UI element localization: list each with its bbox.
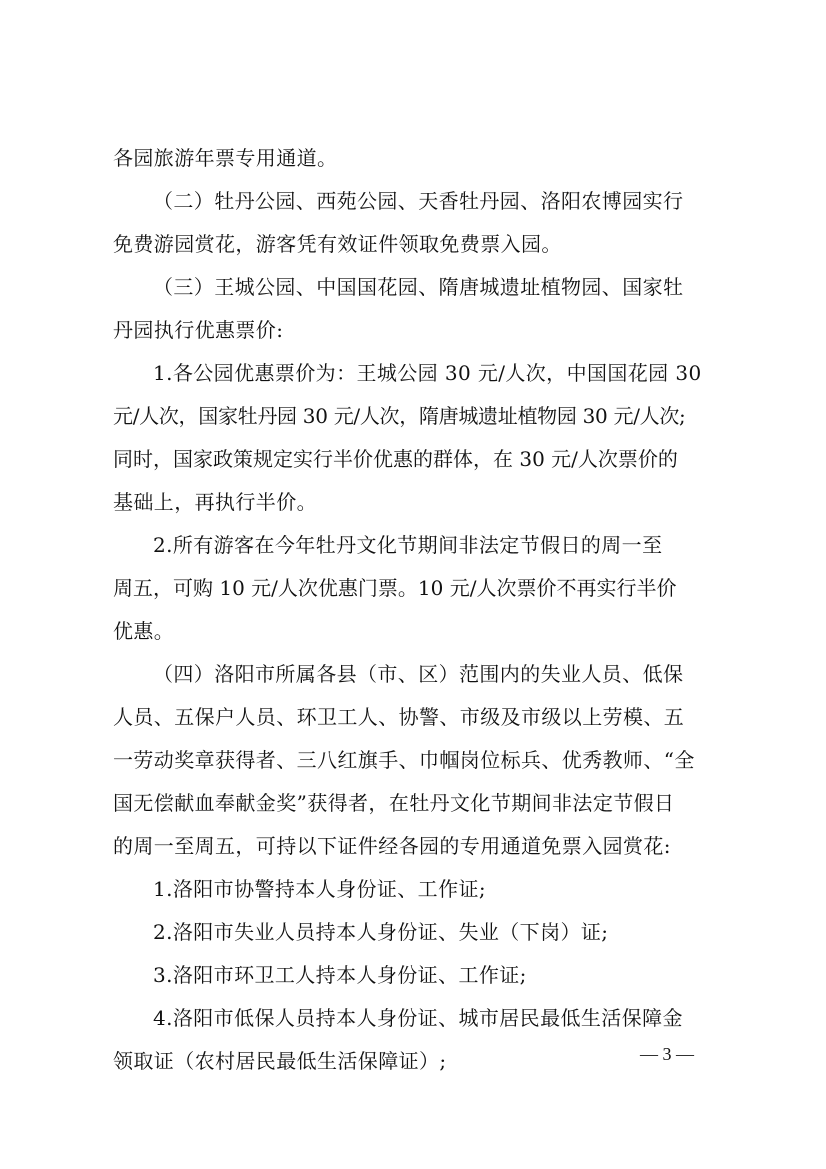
text-line: 同时，国家政策规定实行半价优惠的群体，在 30 元/人次票价的 [113, 447, 678, 471]
text-line: 元/人次，国家牡丹园 30 元/人次，隋唐城遗址植物园 30 元/人次; [113, 404, 686, 428]
text-line: 1.洛阳市协警持本人身份证、工作证; [153, 877, 487, 901]
page-number: — 3 — [640, 1044, 694, 1064]
text-line: 一劳动奖章获得者、三八红旗手、巾帼岗位标兵、优秀教师、“全 [113, 748, 695, 772]
text-line: 免费游园赏花，游客凭有效证件领取免费票入园。 [113, 232, 562, 256]
text-line: 各园旅游年票专用通道。 [113, 146, 338, 170]
text-line: 基础上，再执行半价。 [113, 490, 317, 514]
text-line: （二）牡丹公园、西苑公园、天香牡丹园、洛阳农博园实行 [153, 189, 684, 213]
text-line: 丹园执行优惠票价: [113, 318, 284, 342]
text-line: （三）王城公园、中国国花园、隋唐城遗址植物园、国家牡 [153, 275, 684, 299]
text-line: 领取证（农村居民最低生活保障证）; [113, 1049, 447, 1073]
text-line: 周五，可购 10 元/人次优惠门票。10 元/人次票价不再实行半价 [113, 576, 677, 600]
text-line: 国无偿献血奉献金奖”获得者，在牡丹文化节期间非法定节假日 [113, 791, 675, 815]
text-line: 3.洛阳市环卫工人持本人身份证、工作证; [153, 963, 527, 987]
text-line: 优惠。 [113, 619, 175, 643]
text-line: （四）洛阳市所属各县（市、区）范围内的失业人员、低保 [153, 662, 684, 686]
text-line: 2.洛阳市失业人员持本人身份证、失业（下岗）证; [153, 920, 609, 944]
text-line: 1.各公园优惠票价为：王城公园 30 元/人次，中国国花园 30 [153, 361, 702, 385]
text-line: 的周一至周五，可持以下证件经各园的专用通道免票入园赏花: [113, 834, 671, 858]
text-line: 2.所有游客在今年牡丹文化节期间非法定节假日的周一至 [153, 533, 663, 557]
text-line: 4.洛阳市低保人员持本人身份证、城市居民最低生活保障金 [153, 1006, 683, 1030]
text-line: 人员、五保户人员、环卫工人、协警、市级及市级以上劳模、五 [113, 705, 685, 729]
